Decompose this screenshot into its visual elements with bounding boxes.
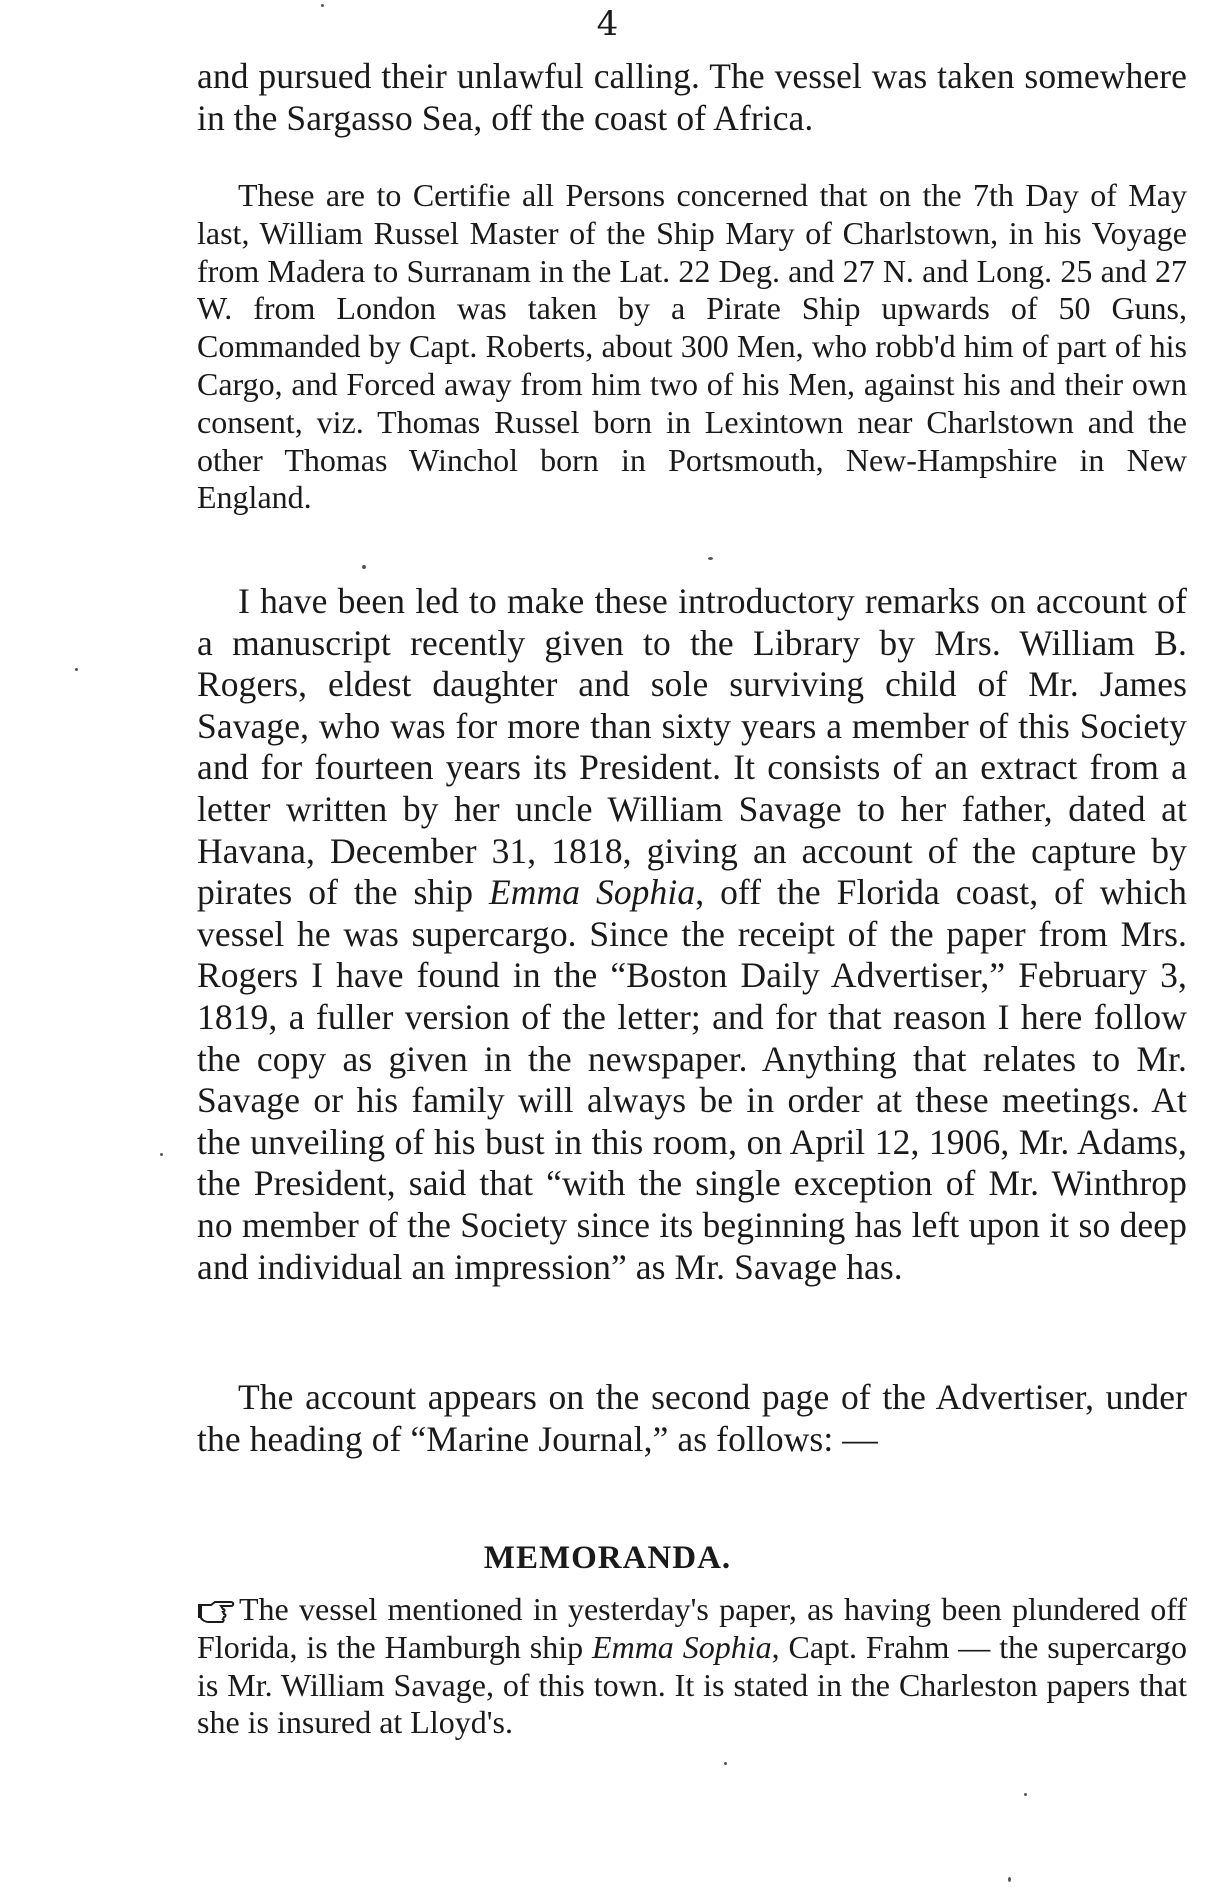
intro-text-end: , off the Florida coast, of which vessel he was supercargo. Since the receipt of the paper from Mrs. Rogers I have found in the “Boston Daily Advertiser,” February 3, 1819, a fuller version of the letter; and for that reason I here follow the copy as given in the newspaper. Anything that relates to Mr. Savage or his family will always be in order at these meetings. At the unveiling of his bust in this room, on April 12, 1906, Mr. Adams, the President, said that “with the single exception of Mr. Winthrop no member of the Society since its beginning has left upon it so deep and individual an impression” as Mr. Savage has. [197, 872, 1187, 1287]
memoranda-paragraph [197, 1591, 1187, 1742]
paragraph-account-appears: The account appears on the second page of the Advertiser, under the heading of “Marine Journal,” as follows: — [197, 1377, 1187, 1459]
ship-name: Emma Sophia [488, 872, 696, 913]
memoranda-text-end: , Capt. Frahm — the supercargo is Mr. William Savage, of this town. It is stated in the Charleston papers that she is insured at Lloyd's. [197, 1628, 1187, 1741]
intro-text-start: I have been led to make these introductory remarks on account of a manuscript recently given to the Library by Mrs. William B. Rogers, eldest daughter and sole surviving child of Mr. James Savage, who was for more than sixty years a member of this Society and for fourteen years its President. It consists of an extract from a letter written by her uncle William Savage to her father, dated at Havana, December 31, 1818, giving an account of the capture by pirates of the ship [197, 581, 1187, 913]
pointing-hand-icon [197, 1594, 237, 1620]
memoranda-ship-name: Emma Sophia [592, 1628, 772, 1665]
memoranda-heading: MEMORANDA. [483, 1540, 732, 1576]
memoranda-text-start: The vessel mentioned in yesterday's paper, as having been plundered off Florida, is the Hamburgh ship [197, 1591, 1187, 1665]
paragraph-introductory-remarks [197, 581, 1187, 1288]
paragraph-pirate-calling: and pursued their unlawful calling. The vessel was taken somewhere in the Sargasso Sea, off the coast of Africa. [197, 56, 1187, 138]
page-number: 4 [596, 4, 619, 44]
paragraph-certificate-quote: These are to Certifie all Persons concerned that on the 7th Day of May last, William Russel Master of the Ship Mary of Charlstown, in his Voyage from Madera to Surranam in the Lat. 22 Deg. and 27 N. and Long. 25 and 27 W. from London was taken by a Pirate Ship upwards of 50 Guns, Commanded by Capt. Roberts, about 300 Men, who robb'd him of part of his Cargo, and Forced away from him two of his Men, against his and their own consent, viz. Thomas Russel born in Lexintown near Charlstown and the other Thomas Winchol born in Portsmouth, New-Hampshire in New England. [197, 177, 1187, 516]
